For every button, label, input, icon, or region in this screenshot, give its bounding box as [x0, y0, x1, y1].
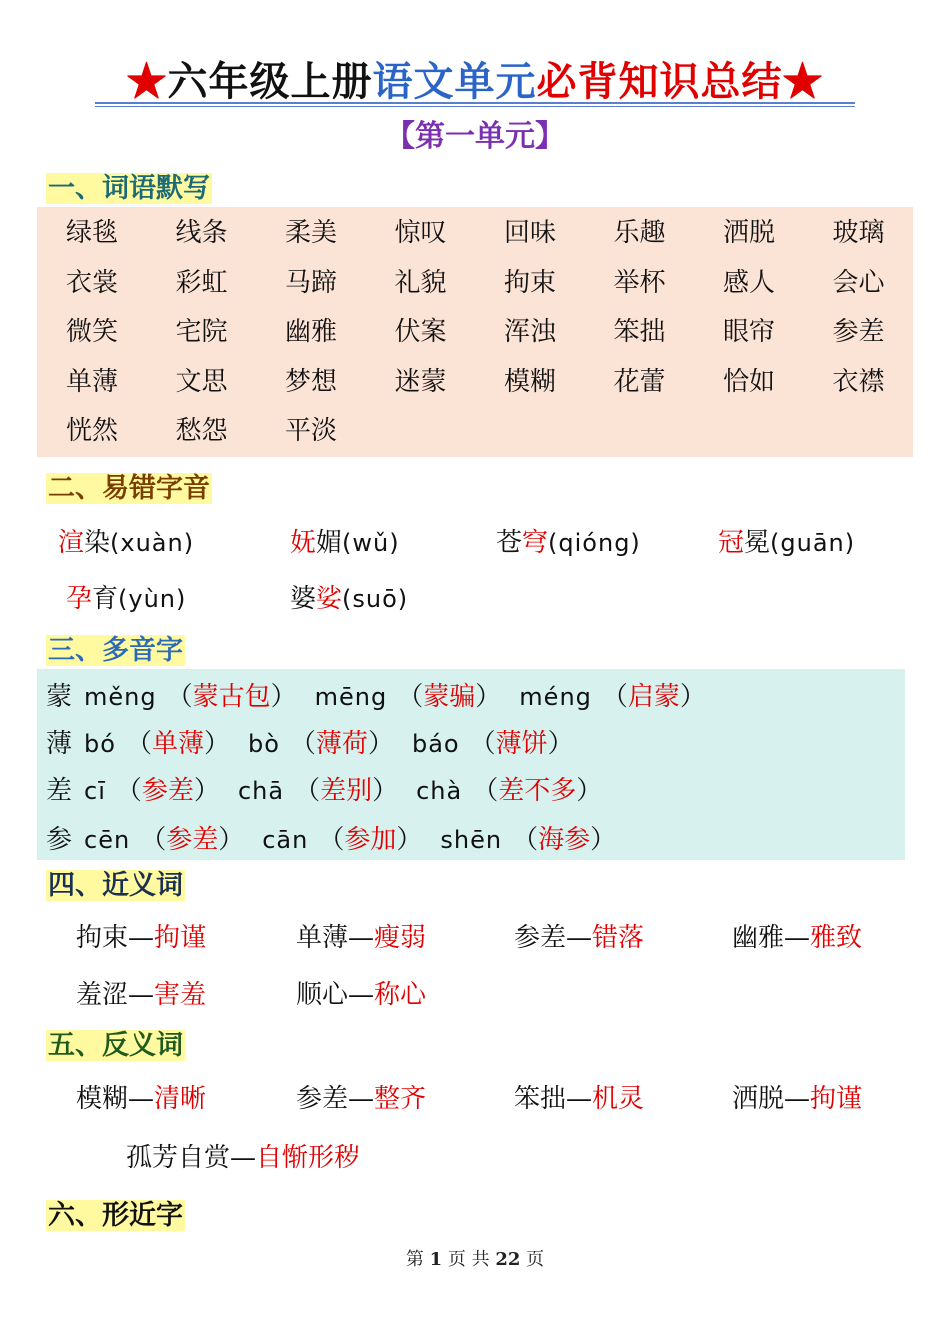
vocab-word: 文思	[175, 366, 228, 397]
synonym: 害羞	[154, 980, 207, 1010]
vocab-word: 礼貌	[394, 267, 447, 298]
vocab-word: 梦想	[285, 366, 338, 397]
context-char: 冕	[744, 528, 771, 558]
polyphone-example: 参加	[344, 825, 397, 855]
polyphone-example: 差别	[320, 776, 373, 806]
polyphone-example: 单薄	[151, 729, 204, 759]
vocab-word: 恰如	[723, 366, 776, 397]
polyphone-row	[46, 771, 602, 811]
vocab-word: 乐趣	[613, 218, 666, 248]
dash: —	[128, 923, 155, 953]
paren-open: （	[125, 729, 152, 759]
title-underline	[95, 102, 855, 104]
polyphone-pinyin: cān	[262, 826, 309, 854]
vocab-word: 举杯	[613, 267, 666, 298]
target-char: 娑	[316, 584, 343, 614]
synonym-pair	[732, 918, 862, 958]
word: 羞涩	[76, 980, 129, 1010]
dash: —	[348, 980, 375, 1010]
dash: —	[128, 1084, 155, 1114]
vocab-word: 愁怨	[175, 416, 228, 446]
antonym: 拘谨	[810, 1084, 863, 1114]
section-heading-synonyms: 四、近义词	[48, 870, 183, 901]
polyphone-row	[46, 724, 574, 764]
synonym: 称心	[374, 980, 427, 1010]
vocab-word: 恍然	[66, 416, 119, 446]
polyphone-example: 蒙骗	[423, 682, 476, 712]
dash: —	[566, 1084, 593, 1114]
target-char: 妩	[290, 528, 317, 558]
page-number: 1	[429, 1249, 443, 1270]
synonym: 瘦弱	[374, 923, 427, 953]
vocab-word: 会心	[832, 267, 885, 298]
section-heading-vocab: 一、词语默写	[48, 173, 210, 204]
vocab-word: 平淡	[285, 416, 338, 446]
synonym-pair	[76, 918, 206, 958]
vocab-word: 幽雅	[285, 317, 338, 347]
vocab-word: 玻璃	[832, 218, 885, 248]
context-char: 婆	[290, 584, 317, 614]
paren-open: （	[601, 682, 628, 712]
page-footer: 第 1 页 共 22 页	[405, 1249, 545, 1270]
context-char: 育	[92, 584, 119, 614]
paren-open: （	[115, 776, 142, 806]
paren-open: （	[469, 729, 496, 759]
dash: —	[566, 923, 593, 953]
synonym: 雅致	[810, 923, 863, 953]
polyphone-pinyin: báo	[411, 730, 460, 758]
dash: —	[784, 1084, 811, 1114]
word: 笨拙	[514, 1084, 567, 1114]
vocab-word: 洒脱	[723, 218, 776, 248]
polyphone-pinyin: mēng	[314, 683, 388, 711]
paren-open: （	[294, 776, 321, 806]
dash: —	[128, 980, 155, 1010]
paren-close: ）	[547, 729, 574, 759]
pronunciation-item	[58, 523, 194, 563]
context-char: 媚	[316, 528, 343, 558]
polyphone-char: 参	[46, 825, 73, 855]
title-subject: 语文单元	[372, 58, 537, 105]
section-heading-antonyms: 五、反义词	[48, 1030, 183, 1061]
polyphone-pinyin: bó	[84, 730, 116, 758]
word: 顺心	[296, 980, 349, 1010]
antonym-pair	[76, 1079, 206, 1119]
paren-close: ）	[218, 825, 245, 855]
antonym-pair	[732, 1079, 862, 1119]
vocab-word: 彩虹	[175, 267, 228, 298]
polyphone-example: 薄饼	[495, 729, 548, 759]
vocab-word: 衣裳	[66, 267, 119, 298]
paren-close: ）	[193, 776, 220, 806]
synonym-pair	[514, 918, 644, 958]
context-char: 染	[84, 528, 111, 558]
paren-close: ）	[679, 682, 706, 712]
word: 拘束	[76, 923, 129, 953]
synonym: 错落	[592, 923, 645, 953]
paren-open: （	[289, 729, 316, 759]
vocab-word: 拘束	[504, 267, 557, 298]
vocab-word: 绿毯	[66, 218, 119, 248]
pronunciation-item	[496, 523, 641, 563]
page-title	[0, 58, 950, 106]
section-heading-polyphones: 三、多音字	[48, 635, 183, 666]
polyphone-pinyin: měng	[84, 683, 157, 711]
title-grade: 六年级上册	[167, 58, 373, 105]
word: 单薄	[296, 923, 349, 953]
paren-open: （	[397, 682, 424, 712]
pinyin: (xuàn)	[110, 529, 195, 557]
section-heading-pronunciation: 二、易错字音	[48, 473, 210, 504]
paren-open: （	[318, 825, 345, 855]
polyphone-pinyin: cēn	[84, 826, 131, 854]
polyphone-example: 差不多	[498, 776, 577, 806]
vocab-word: 柔美	[285, 218, 338, 248]
paren-close: ）	[590, 825, 617, 855]
polyphone-char: 差	[46, 776, 73, 806]
polyphone-row	[46, 677, 706, 717]
paren-close: ）	[372, 776, 399, 806]
target-char: 穹	[522, 528, 549, 558]
paren-open: （	[472, 776, 499, 806]
polyphone-example: 参差	[166, 825, 219, 855]
target-char: 冠	[718, 528, 745, 558]
polyphone-pinyin: chā	[237, 777, 285, 805]
unit-heading: 【第一单元】	[385, 119, 565, 154]
paren-open: （	[140, 825, 167, 855]
vocab-word: 宅院	[175, 317, 228, 347]
pinyin: (qióng)	[548, 529, 641, 557]
word: 孤芳自赏	[126, 1143, 231, 1173]
vocab-grid	[66, 213, 942, 461]
paren-open: （	[512, 825, 539, 855]
paren-close: ）	[475, 682, 502, 712]
star-icon: ★	[126, 58, 168, 105]
polyphone-row	[46, 820, 616, 860]
antonym: 机灵	[592, 1084, 645, 1114]
vocab-word: 迷蒙	[394, 366, 447, 397]
paren-close: ）	[270, 682, 297, 712]
word: 参差	[296, 1084, 349, 1114]
pronunciation-item	[718, 523, 855, 563]
word: 洒脱	[732, 1084, 785, 1114]
word: 幽雅	[732, 923, 785, 953]
polyphone-pinyin: cī	[84, 777, 106, 805]
pronunciation-item	[66, 579, 186, 619]
antonym: 清晰	[154, 1084, 207, 1114]
polyphone-pinyin: shēn	[440, 826, 503, 854]
pinyin: (wǔ)	[342, 529, 400, 557]
vocab-word: 感人	[723, 267, 776, 298]
paren-close: ）	[576, 776, 603, 806]
vocab-word: 单薄	[66, 366, 119, 397]
vocab-word: 模糊	[504, 366, 557, 397]
antonym-pair	[296, 1079, 426, 1119]
section-heading-similar-chars: 六、形近字	[48, 1200, 183, 1231]
paren-close: ）	[367, 729, 394, 759]
polyphone-pinyin: bò	[247, 730, 280, 758]
polyphone-pinyin: chà	[416, 777, 463, 805]
vocab-word: 微笑	[66, 317, 119, 347]
polyphone-pinyin: méng	[519, 683, 592, 711]
paren-close: ）	[396, 825, 423, 855]
vocab-word: 惊叹	[394, 218, 447, 248]
target-char: 孕	[66, 584, 93, 614]
title-summary: 必背知识总结	[536, 58, 783, 105]
polyphone-example: 海参	[538, 825, 591, 855]
vocab-word: 回味	[504, 218, 557, 248]
word: 模糊	[76, 1084, 129, 1114]
synonym: 拘谨	[154, 923, 207, 953]
vocab-word: 花蕾	[613, 366, 666, 397]
dash: —	[230, 1143, 257, 1173]
vocab-word: 眼帘	[723, 317, 776, 347]
vocab-word: 马蹄	[285, 267, 338, 298]
polyphone-example: 薄荷	[315, 729, 368, 759]
dash: —	[348, 1084, 375, 1114]
antonym: 自惭形秽	[256, 1143, 361, 1173]
title-underline-thin	[95, 106, 855, 107]
polyphone-char: 蒙	[46, 682, 73, 712]
pronunciation-item	[290, 579, 408, 619]
antonym-pair	[126, 1138, 360, 1178]
paren-close: ）	[203, 729, 230, 759]
dash: —	[784, 923, 811, 953]
page-total: 22	[495, 1249, 521, 1270]
word: 参差	[514, 923, 567, 953]
vocab-word: 伏案	[394, 317, 447, 347]
pinyin: (guān)	[770, 529, 856, 557]
vocab-word: 衣襟	[832, 366, 885, 397]
synonym-pair	[296, 975, 426, 1015]
polyphone-example: 启蒙	[627, 682, 680, 712]
vocab-word: 线条	[175, 218, 228, 248]
polyphone-example: 参差	[141, 776, 194, 806]
vocab-word: 浑浊	[504, 317, 557, 347]
dash: —	[348, 923, 375, 953]
pinyin: (yùn)	[118, 585, 187, 613]
pronunciation-item	[290, 523, 400, 563]
vocab-word: 笨拙	[613, 317, 666, 347]
antonym: 整齐	[374, 1084, 427, 1114]
polyphone-char: 薄	[46, 729, 73, 759]
target-char: 渲	[58, 528, 85, 558]
vocab-word: 参差	[832, 317, 885, 347]
pinyin: (suō)	[342, 585, 409, 613]
star-icon: ★	[782, 58, 824, 105]
paren-open: （	[166, 682, 193, 712]
context-char: 苍	[496, 528, 523, 558]
antonym-pair	[514, 1079, 644, 1119]
synonym-pair	[76, 975, 206, 1015]
synonym-pair	[296, 918, 426, 958]
polyphone-example: 蒙古包	[192, 682, 271, 712]
